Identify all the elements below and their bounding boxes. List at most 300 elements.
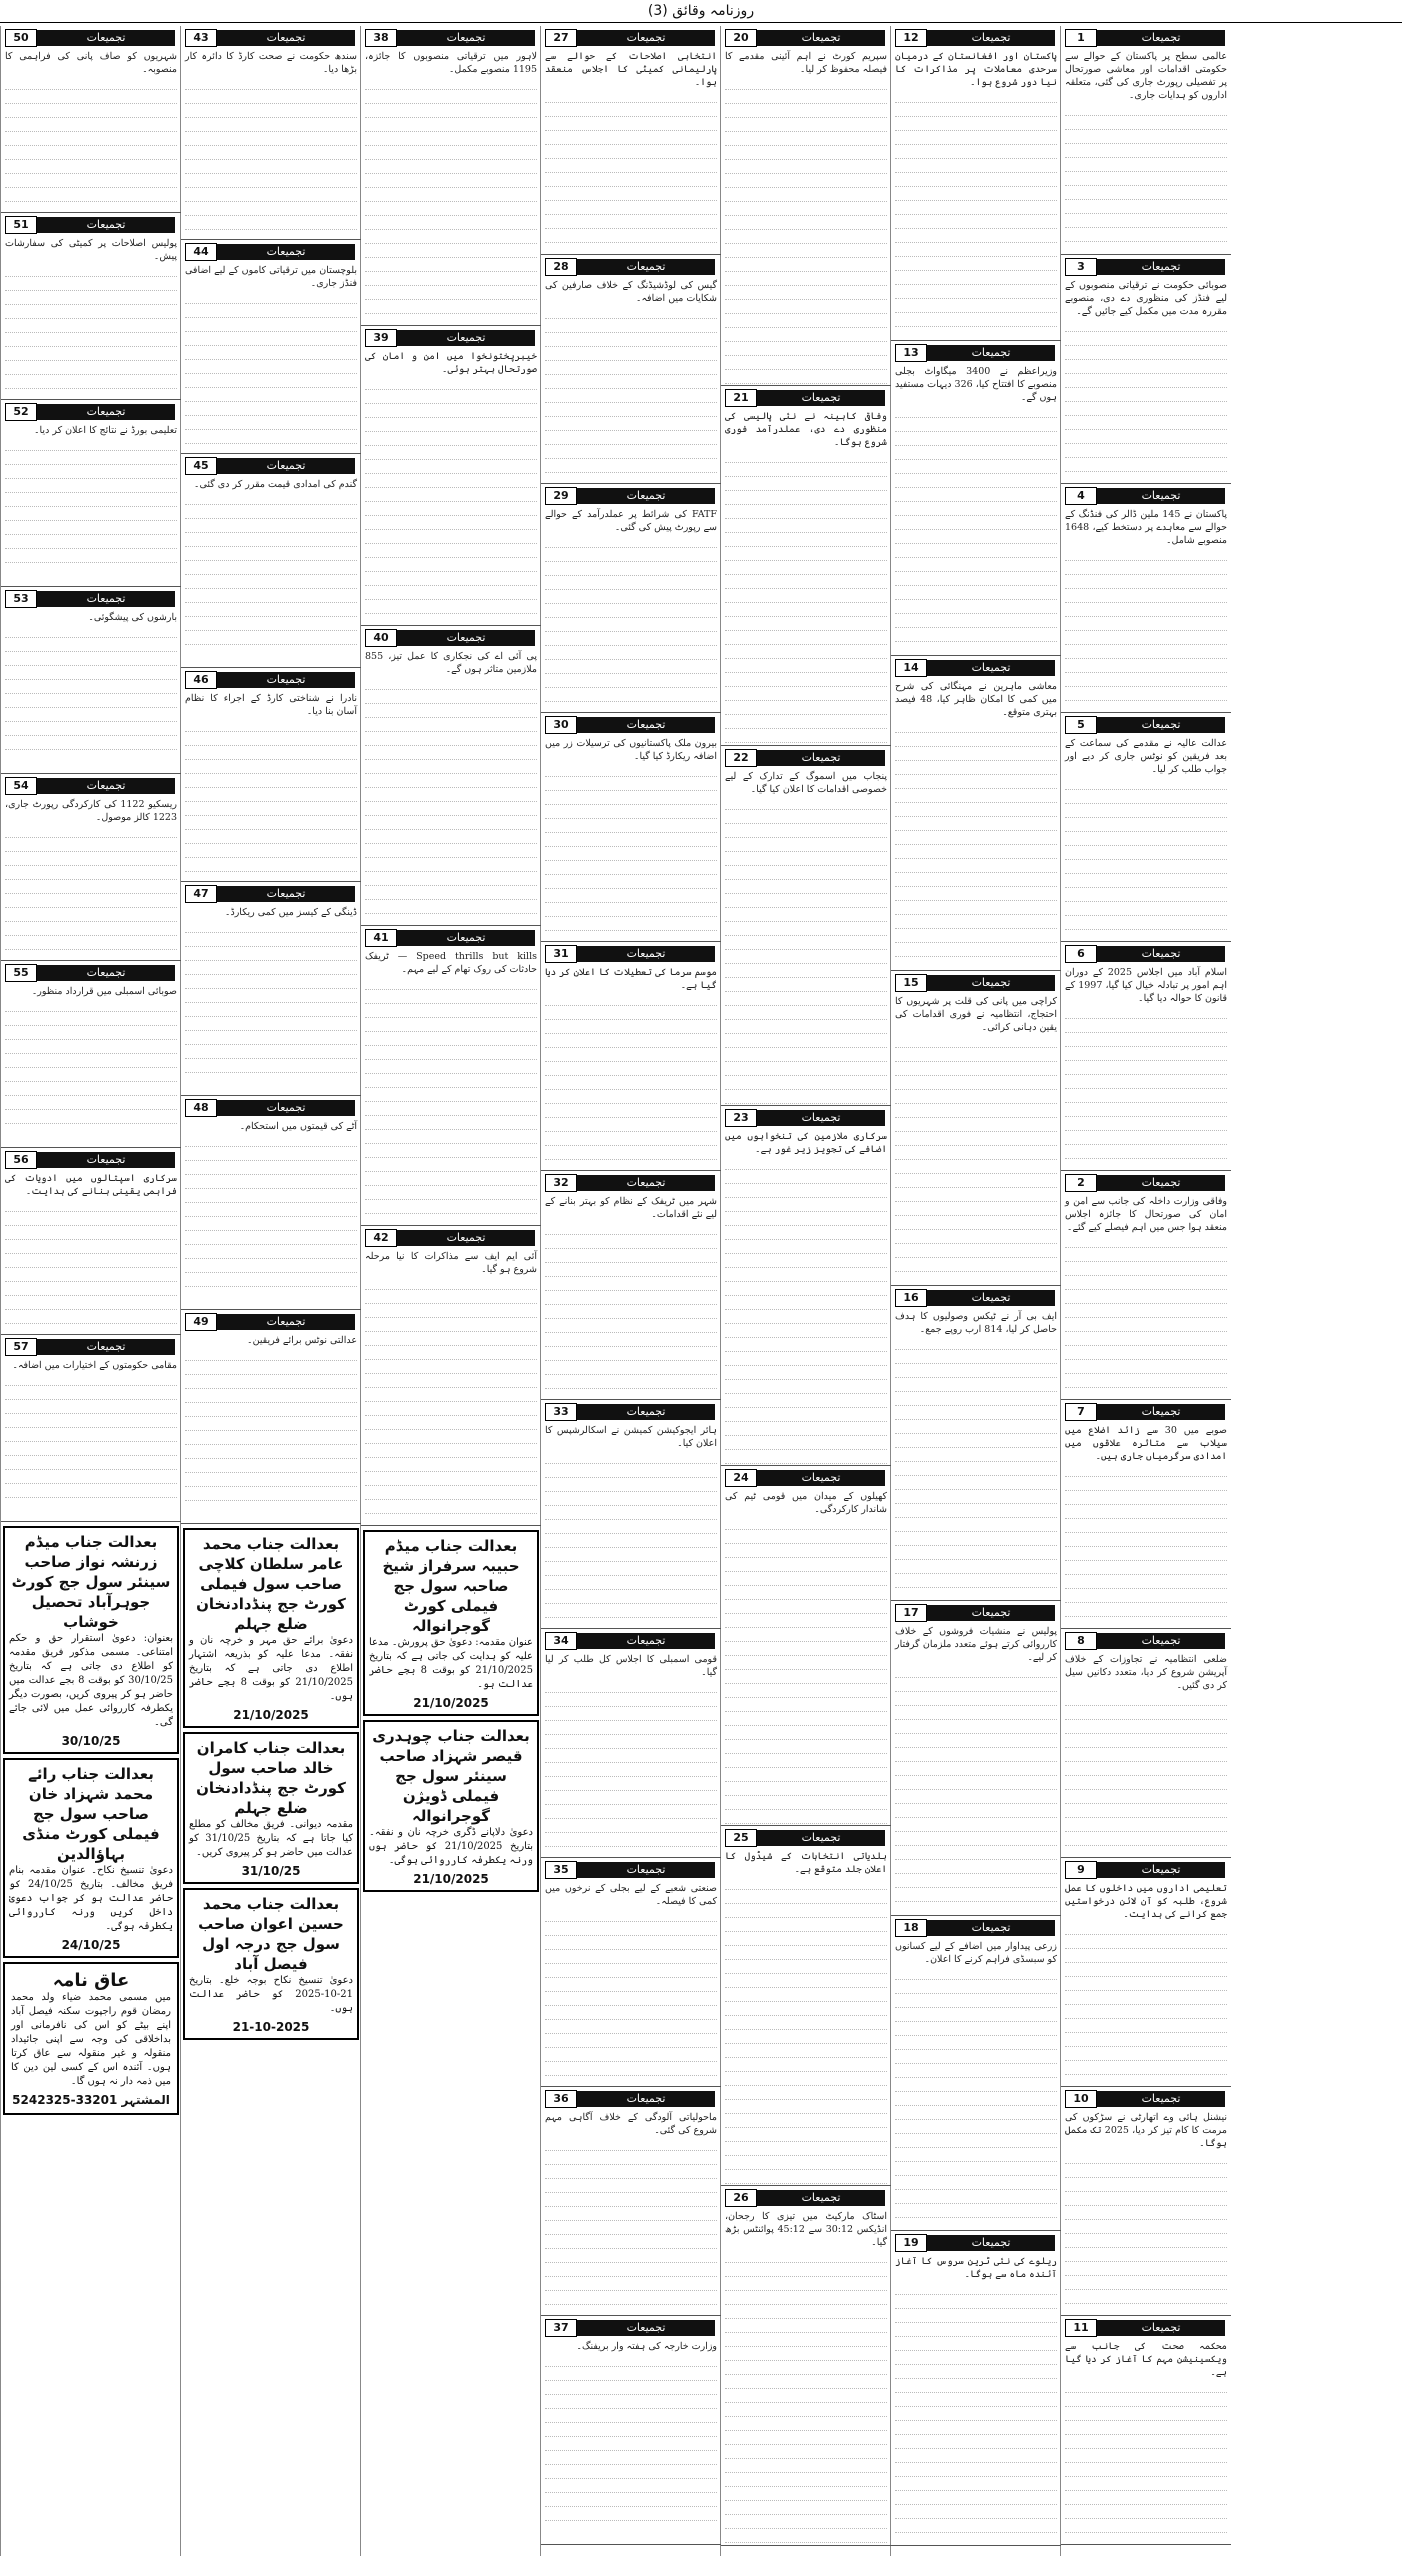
item-text: صوبائی اسمبلی میں قرارداد منظور۔ xyxy=(31,986,177,997)
text-line xyxy=(895,1132,1057,1146)
text-line xyxy=(895,614,1057,628)
item-text: وزیراعظم نے 3400 میگاواٹ بجلی منصوبے کا افتتاح کیا، 326 دیہات مستفید ہوں گے۔ xyxy=(895,366,1057,403)
text-line xyxy=(365,390,537,404)
text-line xyxy=(545,2048,717,2062)
text-line xyxy=(725,1670,887,1684)
court-notice-title: بعدالت جناب محمد حسین اعوان صاحب سول جج درجہ اول فیصل آباد xyxy=(198,1895,344,1973)
text-line xyxy=(365,900,537,914)
text-line xyxy=(1065,888,1227,902)
text-line xyxy=(1065,388,1227,402)
text-line xyxy=(725,1684,887,1698)
column-8 xyxy=(0,26,1,2556)
text-lines xyxy=(545,763,717,931)
court-notice-date: 21-10-2025 xyxy=(232,2020,310,2034)
text-line xyxy=(895,243,1057,257)
text-line xyxy=(545,89,717,103)
text-line xyxy=(725,1076,887,1090)
item-category-tag: تجمیعات xyxy=(577,1633,715,1649)
text-line xyxy=(895,845,1057,859)
text-line xyxy=(365,872,537,886)
text-line xyxy=(545,992,717,1006)
item-category-tag: تجمیعات xyxy=(37,30,175,46)
text-line xyxy=(895,2449,1057,2463)
court-notice-title: بعدالت جناب محمد عامر سلطان کلاچی صاحب سول فیملی کورٹ جج پنڈدادنخان ضلع جہلم xyxy=(196,1535,346,1633)
text-line xyxy=(1065,547,1227,561)
text-line xyxy=(1065,1519,1227,1533)
item-text: تعلیمی بورڈ نے نتائج کا اعلان کر دیا۔ xyxy=(33,425,177,436)
item-category-tag: تجمیعات xyxy=(757,1110,885,1126)
text-line xyxy=(185,160,357,174)
text-line xyxy=(5,694,177,708)
text-line xyxy=(545,2006,717,2020)
text-line xyxy=(895,600,1057,614)
text-line xyxy=(5,347,177,361)
text-line xyxy=(365,1130,537,1144)
text-line xyxy=(185,76,357,90)
text-lines xyxy=(545,1450,717,1618)
item-text: سرکاری ملازمین کی تنخواہوں میں اضافے کی تجویز زیر غور ہے۔ xyxy=(725,1131,887,1155)
text-line xyxy=(365,404,537,418)
text-line xyxy=(725,2347,887,2361)
text-line xyxy=(1065,1977,1227,1991)
text-line xyxy=(1065,1706,1227,1720)
text-line xyxy=(185,947,357,961)
text-line xyxy=(1065,2262,1227,2276)
text-line xyxy=(895,215,1057,229)
news-item xyxy=(1061,255,1231,484)
item-category-tag: تجمیعات xyxy=(1097,2320,1225,2336)
court-notice-date: 30/10/25 xyxy=(61,1734,121,1748)
text-line xyxy=(365,90,537,104)
text-line xyxy=(545,1506,717,1520)
text-line xyxy=(725,978,887,992)
text-line xyxy=(185,491,357,505)
item-number: 30 xyxy=(545,716,577,734)
item-category-tag: تجمیعات xyxy=(1097,717,1225,733)
text-line xyxy=(545,1090,717,1104)
item-category-tag: تجمیعات xyxy=(577,1175,715,1191)
text-lines xyxy=(185,1133,357,1287)
text-line xyxy=(725,2100,887,2114)
text-line xyxy=(1065,1846,1227,1858)
text-line xyxy=(365,132,537,146)
text-line xyxy=(1065,1290,1227,1304)
item-category-tag: تجمیعات xyxy=(927,1290,1055,1306)
text-line xyxy=(1065,2276,1227,2290)
text-lines xyxy=(185,1347,357,1501)
text-line xyxy=(1065,902,1227,916)
item-category-tag: تجمیعات xyxy=(217,886,355,902)
text-line xyxy=(725,356,887,370)
text-line xyxy=(895,2337,1057,2351)
text-lines xyxy=(1065,547,1227,713)
item-header xyxy=(545,1861,717,1879)
text-lines xyxy=(725,76,887,384)
item-text: بلوچستان میں ترقیاتی کاموں کے لیے اضافی فنڈز جاری۔ xyxy=(185,265,357,289)
text-line xyxy=(545,2235,717,2249)
text-line xyxy=(1065,603,1227,617)
item-header xyxy=(545,1174,717,1192)
text-line xyxy=(725,449,887,463)
item-number: 40 xyxy=(365,629,397,647)
text-line xyxy=(895,775,1057,789)
text-line xyxy=(545,1548,717,1562)
text-line xyxy=(545,2062,717,2076)
text-line xyxy=(185,830,357,844)
text-line xyxy=(895,1560,1057,1574)
text-line xyxy=(5,638,177,652)
item-number: 33 xyxy=(545,1403,577,1421)
item-category-tag: تجمیعات xyxy=(217,672,355,688)
item-number: 8 xyxy=(1065,1632,1097,1650)
news-item xyxy=(1061,1400,1231,1629)
text-line xyxy=(545,1104,717,1118)
text-line xyxy=(365,488,537,502)
text-line xyxy=(1065,645,1227,659)
text-line xyxy=(365,160,537,174)
text-line xyxy=(1065,172,1227,186)
text-line xyxy=(365,830,537,844)
text-line xyxy=(1065,790,1227,804)
text-line xyxy=(365,1472,537,1486)
text-lines xyxy=(5,998,177,1124)
item-number: 20 xyxy=(725,29,757,47)
text-line xyxy=(185,202,357,216)
text-line xyxy=(5,118,177,132)
text-line xyxy=(895,460,1057,474)
text-line xyxy=(895,299,1057,313)
text-line xyxy=(895,1902,1057,1916)
text-line xyxy=(545,1478,717,1492)
text-line xyxy=(5,1254,177,1268)
text-line xyxy=(1065,1832,1227,1846)
item-number: 3 xyxy=(1065,258,1097,276)
text-line xyxy=(725,1782,887,1796)
text-line xyxy=(545,1076,717,1090)
text-line xyxy=(5,305,177,319)
text-line xyxy=(5,437,177,451)
text-line xyxy=(895,586,1057,600)
item-header xyxy=(895,974,1057,992)
text-line xyxy=(365,146,537,160)
text-line xyxy=(185,989,357,1003)
text-line xyxy=(895,1118,1057,1132)
text-line xyxy=(185,374,357,388)
text-line xyxy=(545,1235,717,1249)
item-number: 25 xyxy=(725,1829,757,1847)
text-line xyxy=(545,1936,717,1950)
text-lines xyxy=(1065,2379,1227,2545)
text-lines xyxy=(545,2353,717,2521)
item-category-tag: تجمیعات xyxy=(1097,2091,1225,2107)
text-line xyxy=(5,1428,177,1442)
text-line xyxy=(1065,402,1227,416)
text-line xyxy=(895,1476,1057,1490)
text-line xyxy=(895,901,1057,915)
news-item xyxy=(721,386,891,746)
news-item xyxy=(1,26,181,213)
item-category-tag: تجمیعات xyxy=(397,930,535,946)
news-item xyxy=(541,2316,721,2545)
item-header xyxy=(365,329,537,347)
text-line xyxy=(545,417,717,431)
text-line xyxy=(365,746,537,760)
text-line xyxy=(545,1361,717,1375)
text-line xyxy=(5,319,177,333)
text-line xyxy=(725,2016,887,2030)
text-lines xyxy=(895,2281,1057,2533)
text-lines xyxy=(545,1221,717,1389)
text-line xyxy=(365,1388,537,1402)
text-line xyxy=(185,603,357,617)
text-line xyxy=(365,760,537,774)
court-notice-title: بعدالت جناب رائے محمد شہزاد خان صاحب سول جج فیملی کورٹ منڈی بہاؤالدین xyxy=(22,1765,160,1863)
text-line xyxy=(365,886,537,900)
text-lines xyxy=(1065,776,1227,942)
item-header xyxy=(545,258,717,276)
text-line xyxy=(365,1360,537,1374)
item-category-tag: تجمیعات xyxy=(37,1152,175,1168)
text-line xyxy=(1065,430,1227,444)
text-line xyxy=(1065,1117,1227,1131)
text-line xyxy=(895,103,1057,117)
text-line xyxy=(5,1198,177,1212)
text-line xyxy=(895,2435,1057,2449)
text-lines xyxy=(1065,1463,1227,1629)
aaq-nama-title: عاق نامہ xyxy=(52,1970,130,1991)
text-line xyxy=(895,432,1057,446)
text-line xyxy=(545,660,717,674)
masthead: روزنامہ وقائق (3) xyxy=(0,0,1402,23)
text-lines xyxy=(895,1034,1057,1286)
item-number: 6 xyxy=(1065,945,1097,963)
item-header xyxy=(1065,2319,1227,2337)
text-line xyxy=(1065,846,1227,860)
text-line xyxy=(725,2459,887,2473)
news-item xyxy=(181,454,361,668)
item-number: 42 xyxy=(365,1229,397,1247)
item-number: 36 xyxy=(545,2090,577,2108)
text-line xyxy=(1065,1477,1227,1491)
text-line xyxy=(895,544,1057,558)
text-line xyxy=(1065,2164,1227,2178)
text-line xyxy=(365,216,537,230)
text-line xyxy=(365,516,537,530)
text-line xyxy=(185,1147,357,1161)
text-line xyxy=(1065,1720,1227,1734)
text-line xyxy=(895,1832,1057,1846)
text-line xyxy=(5,1296,177,1310)
text-line xyxy=(185,1217,357,1231)
column-6 xyxy=(180,26,361,2556)
news-item xyxy=(1,774,181,961)
text-line xyxy=(725,533,887,547)
text-line xyxy=(5,998,177,1012)
item-header xyxy=(545,945,717,963)
text-line xyxy=(5,1240,177,1254)
text-line xyxy=(725,1310,887,1324)
text-line xyxy=(895,1804,1057,1818)
text-line xyxy=(725,1006,887,1020)
text-line xyxy=(365,1046,537,1060)
text-line xyxy=(895,1146,1057,1160)
text-line xyxy=(1065,1061,1227,1075)
text-line xyxy=(895,1846,1057,1860)
text-line xyxy=(365,1486,537,1500)
text-line xyxy=(365,1346,537,1360)
item-category-tag: تجمیعات xyxy=(1097,259,1225,275)
court-notice-body: دعویٰ تنسیخ نکاح بوجہ خلع۔ بتاریخ 21-10-2025 کو حاضر عدالت ہوں۔ xyxy=(189,1975,353,2014)
text-lines xyxy=(5,824,177,950)
text-line xyxy=(185,90,357,104)
text-line xyxy=(725,796,887,810)
text-line xyxy=(5,291,177,305)
text-line xyxy=(185,1259,357,1273)
text-line xyxy=(545,1721,717,1735)
text-line xyxy=(895,747,1057,761)
news-item xyxy=(891,971,1061,1286)
news-item xyxy=(361,926,541,1226)
text-line xyxy=(365,858,537,872)
text-line xyxy=(725,1048,887,1062)
text-line xyxy=(545,2395,717,2409)
item-header xyxy=(365,929,537,947)
text-line xyxy=(1065,1776,1227,1790)
aaq-nama-body: میں مسمی محمد ضیاء ولد محمد رمضان قوم راجپوت سکنہ فیصل آباد اپنے بیٹے کو اس کی نافرمانی اور بداخلاقی کی وجہ سے اپنی جائیداد منقولہ و غیر منقولہ سے عاق کرتا ہوں۔ آئندہ اس کے کسی لین دین کا میں ذمہ دار نہ ہوں گا۔ xyxy=(11,1992,171,2087)
text-line xyxy=(185,1431,357,1445)
text-line xyxy=(725,1586,887,1600)
news-item xyxy=(1061,484,1231,713)
text-line xyxy=(545,2151,717,2165)
text-line xyxy=(895,2295,1057,2309)
item-text: محکمہ صحت کی جانب سے ویکسینیشن مہم کا آغاز کر دیا گیا ہے۔ xyxy=(1065,2341,1227,2378)
text-line xyxy=(365,1144,537,1158)
text-line xyxy=(895,1720,1057,1734)
text-line xyxy=(545,347,717,361)
item-number: 11 xyxy=(1065,2319,1097,2337)
text-line xyxy=(895,2078,1057,2092)
text-line xyxy=(545,2221,717,2235)
text-line xyxy=(185,402,357,416)
item-header xyxy=(895,29,1057,47)
news-item xyxy=(541,26,721,255)
text-line xyxy=(365,976,537,990)
item-header xyxy=(545,1632,717,1650)
text-line xyxy=(1065,2061,1227,2075)
text-line xyxy=(545,1819,717,1833)
text-line xyxy=(895,1336,1057,1350)
text-line xyxy=(895,957,1057,971)
item-number: 46 xyxy=(185,671,217,689)
text-lines xyxy=(545,1908,717,2076)
text-line xyxy=(725,2333,887,2347)
text-line xyxy=(365,1004,537,1018)
text-line xyxy=(895,1406,1057,1420)
news-item xyxy=(1061,1858,1231,2087)
text-line xyxy=(545,2249,717,2263)
item-number: 1 xyxy=(1065,29,1097,47)
text-line xyxy=(725,188,887,202)
text-line xyxy=(1065,130,1227,144)
text-line xyxy=(895,1462,1057,1476)
item-header xyxy=(5,777,177,795)
text-line xyxy=(545,2291,717,2305)
text-line xyxy=(1065,930,1227,942)
text-lines xyxy=(895,1966,1057,2218)
text-line xyxy=(1065,2435,1227,2449)
item-number: 9 xyxy=(1065,1861,1097,1879)
text-line xyxy=(725,1034,887,1048)
text-line xyxy=(1065,701,1227,713)
item-category-tag: تجمیعات xyxy=(1097,946,1225,962)
text-line xyxy=(365,1332,537,1346)
text-line xyxy=(1065,1804,1227,1818)
text-line xyxy=(185,547,357,561)
text-line xyxy=(1065,1491,1227,1505)
text-line xyxy=(1065,776,1227,790)
text-line xyxy=(365,1402,537,1416)
text-line xyxy=(365,174,537,188)
text-line xyxy=(725,992,887,1006)
text-line xyxy=(895,2519,1057,2533)
text-line xyxy=(5,1040,177,1054)
text-line xyxy=(1065,2379,1227,2393)
text-line xyxy=(725,2030,887,2044)
item-number: 7 xyxy=(1065,1403,1097,1421)
text-line xyxy=(725,2445,887,2459)
text-line xyxy=(365,676,537,690)
text-line xyxy=(725,2361,887,2375)
item-number: 51 xyxy=(5,216,37,234)
text-line xyxy=(545,1305,717,1319)
text-line xyxy=(725,1988,887,2002)
news-item xyxy=(721,1466,891,1826)
text-line xyxy=(545,103,717,117)
text-line xyxy=(895,2204,1057,2218)
text-line xyxy=(545,1333,717,1347)
text-line xyxy=(545,403,717,417)
text-line xyxy=(895,1734,1057,1748)
item-text: آئی ایم ایف سے مذاکرات کا نیا مرحلہ شروع ہو گیا۔ xyxy=(365,1251,537,1275)
item-header xyxy=(1065,716,1227,734)
text-line xyxy=(895,502,1057,516)
text-line xyxy=(1065,1318,1227,1332)
text-line xyxy=(725,2277,887,2291)
text-line xyxy=(365,1186,537,1200)
text-line xyxy=(185,533,357,547)
text-line xyxy=(1065,242,1227,255)
text-line xyxy=(185,1231,357,1245)
text-lines xyxy=(5,263,177,389)
item-text: ماحولیاتی آلودگی کے خلاف آگاہی مہم شروع کی گئی۔ xyxy=(545,2112,717,2136)
item-number: 48 xyxy=(185,1099,217,1117)
text-line xyxy=(185,118,357,132)
text-line xyxy=(1065,1005,1227,1019)
text-line xyxy=(725,519,887,533)
court-notice-date: 31/10/25 xyxy=(241,1864,301,1878)
news-item xyxy=(721,1106,891,1466)
text-line xyxy=(185,1487,357,1501)
text-line xyxy=(185,718,357,732)
text-line xyxy=(1065,1388,1227,1400)
text-line xyxy=(185,1031,357,1045)
text-line xyxy=(545,1118,717,1132)
text-line xyxy=(5,1110,177,1124)
text-line xyxy=(5,666,177,680)
text-line xyxy=(895,831,1057,845)
text-line xyxy=(1065,214,1227,228)
text-line xyxy=(1065,687,1227,701)
